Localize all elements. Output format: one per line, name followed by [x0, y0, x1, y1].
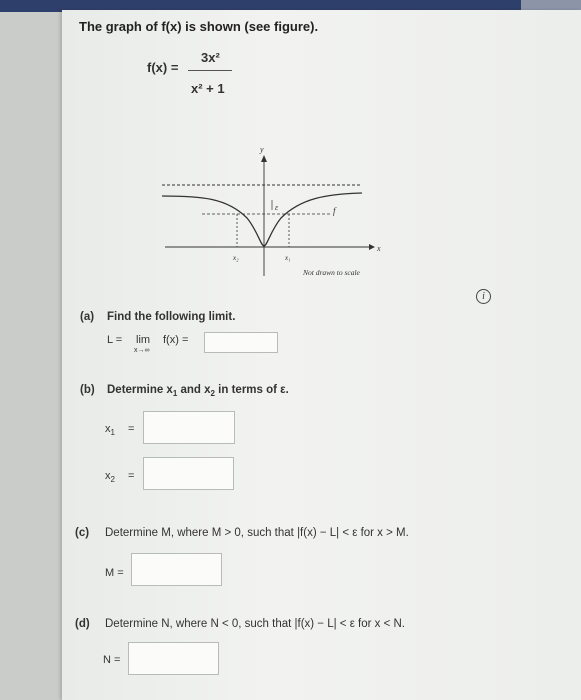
function-graph [157, 138, 387, 278]
part-c-text: Determine M, where M > 0, such that |f(x) − L| < ε for x > M. [105, 527, 409, 539]
part-a-label: (a) [80, 311, 95, 323]
part-b-label: (b) [80, 384, 95, 396]
limit-fx-text: f(x) = [163, 334, 189, 346]
not-to-scale-note: Not drawn to scale [303, 268, 360, 277]
formula-lhs: f(x) = [147, 60, 179, 75]
x2-var-label: $x_2$ [105, 470, 115, 484]
formula-denominator: x² + 1 [191, 81, 225, 96]
M-answer-input[interactable] [131, 553, 222, 586]
y-axis-arrow [261, 155, 267, 162]
question-page [62, 10, 581, 700]
limit-lim-text: lim [136, 334, 151, 346]
x1-answer-input[interactable] [143, 411, 235, 444]
x1-var-label: $x_1$ [105, 423, 115, 437]
limit-subscript: x→∞ [134, 347, 150, 354]
curve-label: f [333, 206, 336, 216]
x2-equals: = [128, 470, 135, 482]
function-curve [162, 193, 362, 246]
part-a-text: Find the following limit. [107, 311, 236, 323]
question-title: The graph of f(x) is shown (see figure). [79, 19, 319, 34]
x2-label: x₂ [233, 254, 239, 262]
formula-numerator: 3x² [201, 50, 220, 65]
x-axis-label: x [377, 244, 381, 253]
part-d-text: Determine N, where N < 0, such that |f(x) − L| < ε for x < N. [105, 618, 405, 630]
part-c-label: (c) [75, 527, 90, 539]
y-axis-label: y [260, 145, 264, 154]
N-answer-input[interactable] [128, 642, 219, 675]
limit-L-label: L = [107, 334, 123, 346]
limit-answer-input[interactable] [204, 332, 278, 353]
fraction-bar [188, 70, 232, 71]
x1-equals: = [128, 423, 135, 435]
part-d-label: (d) [75, 618, 90, 630]
x-axis-arrow [369, 244, 375, 250]
part-b-text: Determine $x_1$ and $x_2$ in terms of ε. [107, 384, 289, 398]
x1-label: x₁ [285, 254, 291, 262]
info-icon[interactable]: i [476, 289, 491, 304]
x2-answer-input[interactable] [143, 457, 234, 490]
N-var-label: N = [103, 654, 121, 666]
M-var-label: M = [105, 567, 124, 579]
epsilon-label: ε [275, 203, 279, 212]
